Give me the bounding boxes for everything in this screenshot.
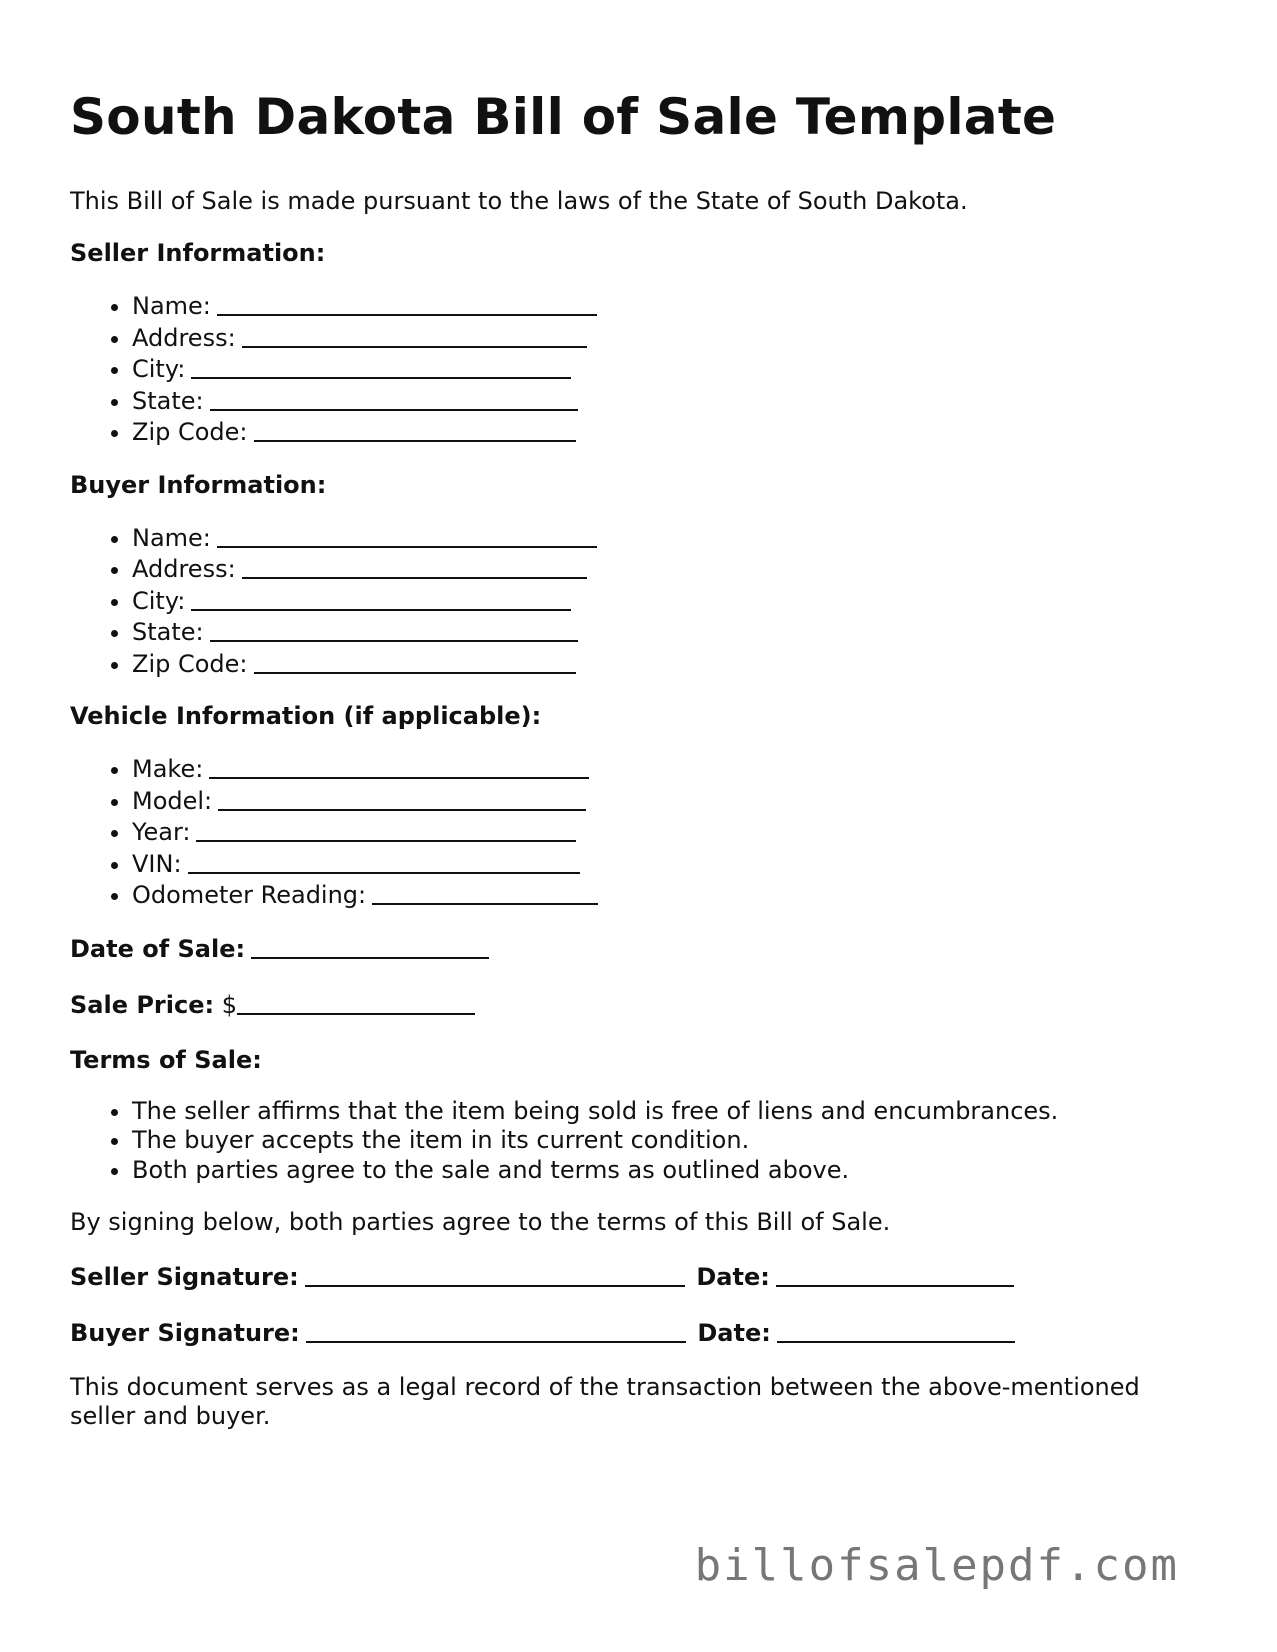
seller-heading: Seller Information: bbox=[70, 239, 326, 267]
footer-note: This document serves as a legal record of the transaction between the above-mentioned seller and buyer. bbox=[70, 1373, 1140, 1430]
date-of-sale-label: Date of Sale: bbox=[70, 934, 246, 963]
buyer-fields-list bbox=[70, 522, 1220, 680]
terms-item: • The buyer accepts the item in its current condition. bbox=[132, 1126, 1220, 1156]
document-page bbox=[70, 86, 1220, 1431]
seller-name-field[interactable] bbox=[217, 290, 597, 316]
terms-item: • Both parties agree to the sale and terms as outlined above. bbox=[132, 1156, 1220, 1186]
buyer-signature-field[interactable] bbox=[306, 1317, 686, 1343]
sale-price-field[interactable] bbox=[237, 989, 475, 1015]
buyer-state-item: • State: bbox=[132, 616, 1220, 648]
sale-price-label: Sale Price: bbox=[70, 990, 215, 1019]
seller-date-field[interactable] bbox=[776, 1261, 1014, 1287]
vehicle-heading: Vehicle Information (if applicable): bbox=[70, 702, 542, 730]
sale-price-row bbox=[70, 989, 1220, 1020]
seller-city-item: • City: bbox=[132, 353, 1220, 385]
terms-list bbox=[70, 1097, 1220, 1186]
vehicle-make-item: • Make: bbox=[132, 753, 1220, 785]
vehicle-model-field[interactable] bbox=[218, 785, 586, 811]
buyer-city-item: • City: bbox=[132, 585, 1220, 617]
buyer-date-label: Date: bbox=[697, 1319, 771, 1347]
watermark-text: billofsalepdf.com bbox=[694, 1540, 1179, 1591]
seller-zip-item: • Zip Code: bbox=[132, 416, 1220, 448]
seller-state-item: • State: bbox=[132, 385, 1220, 417]
vehicle-year-item: • Year: bbox=[132, 816, 1220, 848]
buyer-address-field[interactable] bbox=[242, 553, 587, 579]
seller-city-field[interactable] bbox=[191, 353, 571, 379]
buyer-signature-row bbox=[70, 1317, 1220, 1348]
date-of-sale-row bbox=[70, 933, 1220, 964]
seller-signature-label: Seller Signature: bbox=[70, 1263, 299, 1291]
seller-signature-row bbox=[70, 1261, 1220, 1292]
buyer-state-field[interactable] bbox=[210, 616, 578, 642]
vehicle-vin-field[interactable] bbox=[188, 848, 580, 874]
buyer-date-field[interactable] bbox=[777, 1317, 1015, 1343]
closing-text: By signing below, both parties agree to the terms of this Bill of Sale. bbox=[70, 1208, 891, 1236]
currency-symbol: $ bbox=[221, 990, 238, 1019]
seller-signature-field[interactable] bbox=[305, 1261, 685, 1287]
terms-item: • The seller affirms that the item being sold is free of liens and encumbrances. bbox=[132, 1097, 1220, 1127]
buyer-address-item: • Address: bbox=[132, 553, 1220, 585]
seller-state-field[interactable] bbox=[210, 385, 578, 411]
buyer-name-item: • Name: bbox=[132, 522, 1220, 554]
terms-heading: Terms of Sale: bbox=[70, 1045, 262, 1074]
buyer-zip-field[interactable] bbox=[254, 648, 576, 674]
buyer-zip-item: • Zip Code: bbox=[132, 648, 1220, 680]
seller-address-item: • Address: bbox=[132, 322, 1220, 354]
seller-fields-list bbox=[70, 290, 1220, 448]
vehicle-odometer-field[interactable] bbox=[372, 879, 598, 905]
vehicle-model-item: • Model: bbox=[132, 785, 1220, 817]
date-of-sale-field[interactable] bbox=[251, 933, 489, 959]
vehicle-make-field[interactable] bbox=[209, 753, 589, 779]
buyer-city-field[interactable] bbox=[191, 585, 571, 611]
seller-date-label: Date: bbox=[696, 1263, 770, 1291]
buyer-name-field[interactable] bbox=[217, 522, 597, 548]
seller-address-field[interactable] bbox=[242, 322, 587, 348]
vehicle-year-field[interactable] bbox=[196, 816, 576, 842]
vehicle-vin-item: • VIN: bbox=[132, 848, 1220, 880]
seller-zip-field[interactable] bbox=[254, 416, 576, 442]
vehicle-fields-list bbox=[70, 753, 1220, 911]
vehicle-odometer-item: • Odometer Reading: bbox=[132, 879, 1220, 911]
intro-text: This Bill of Sale is made pursuant to the laws of the State of South Dakota. bbox=[70, 187, 968, 215]
page-title: South Dakota Bill of Sale Template bbox=[70, 88, 1057, 146]
buyer-heading: Buyer Information: bbox=[70, 470, 327, 499]
seller-name-item: • Name: bbox=[132, 290, 1220, 322]
buyer-signature-label: Buyer Signature: bbox=[70, 1319, 300, 1347]
